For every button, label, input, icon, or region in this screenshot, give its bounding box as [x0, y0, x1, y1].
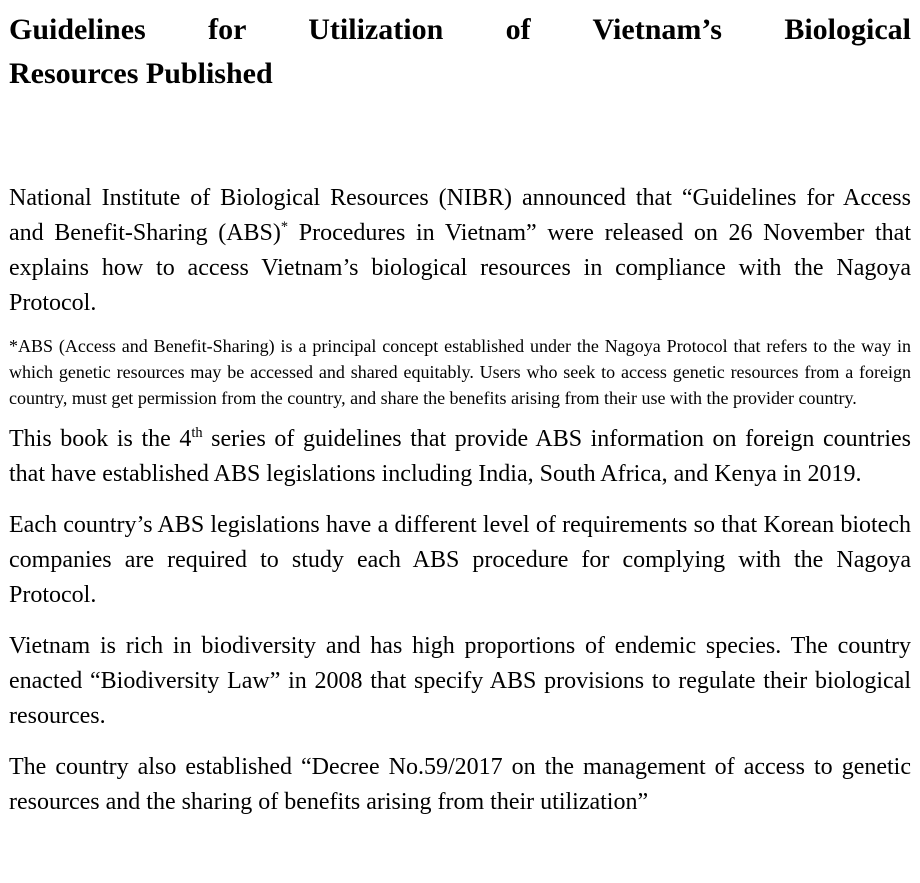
vietnam-paragraph: Vietnam is rich in biodiversity and has high proportions of endemic species. The country enacted “Biodiversity Law” in 2008 that specify ABS provisions to regulate their biological resources. — [9, 633, 911, 729]
ordinal-suffix: th — [191, 425, 203, 441]
series-text-end: series of guidelines that provide ABS information on foreign countries that have established ABS legislations including India, South Africa, and Kenya in 2019. — [9, 426, 911, 487]
article — [9, 0, 911, 820]
requirements-paragraph: Each country’s ABS legislations have a different level of requirements so that Korean biotech companies are required to study each ABS procedure for complying with the Nagoya Protocol. — [9, 512, 911, 608]
page-title — [9, 8, 911, 96]
lead-text-start: National Institute of Biological Resources (NIBR) announced that “Guidelines for Access and Benefit-Sharing (ABS) — [9, 185, 911, 246]
title-line-2: Resources Published — [9, 57, 273, 90]
footnote-marker: * — [280, 219, 289, 235]
lead-paragraph — [9, 181, 911, 321]
footnote: *ABS (Access and Benefit-Sharing) is a principal concept established under the Nagoya Protocol that refers to the way in which genetic resources may be accessed and shared equitably. Users who seek to access genetic resources from a foreign country, must get permission from the country, and share the benefits arising from their use with the provider country. — [9, 336, 911, 408]
series-paragraph — [9, 422, 911, 492]
lead-text-end: Procedures in Vietnam” were released on 26 November that explains how to access Vietnam’s biological resources in compliance with the Nagoya Protocol. — [9, 220, 911, 316]
series-text-start: This book is the 4 — [9, 426, 192, 452]
decree-paragraph: The country also established “Decree No.59/2017 on the management of access to genetic resources and the sharing of benefits arising from their utilization” — [9, 754, 911, 815]
title-line-1: Guidelines for Utilization of Vietnam’s Biological — [9, 13, 911, 46]
